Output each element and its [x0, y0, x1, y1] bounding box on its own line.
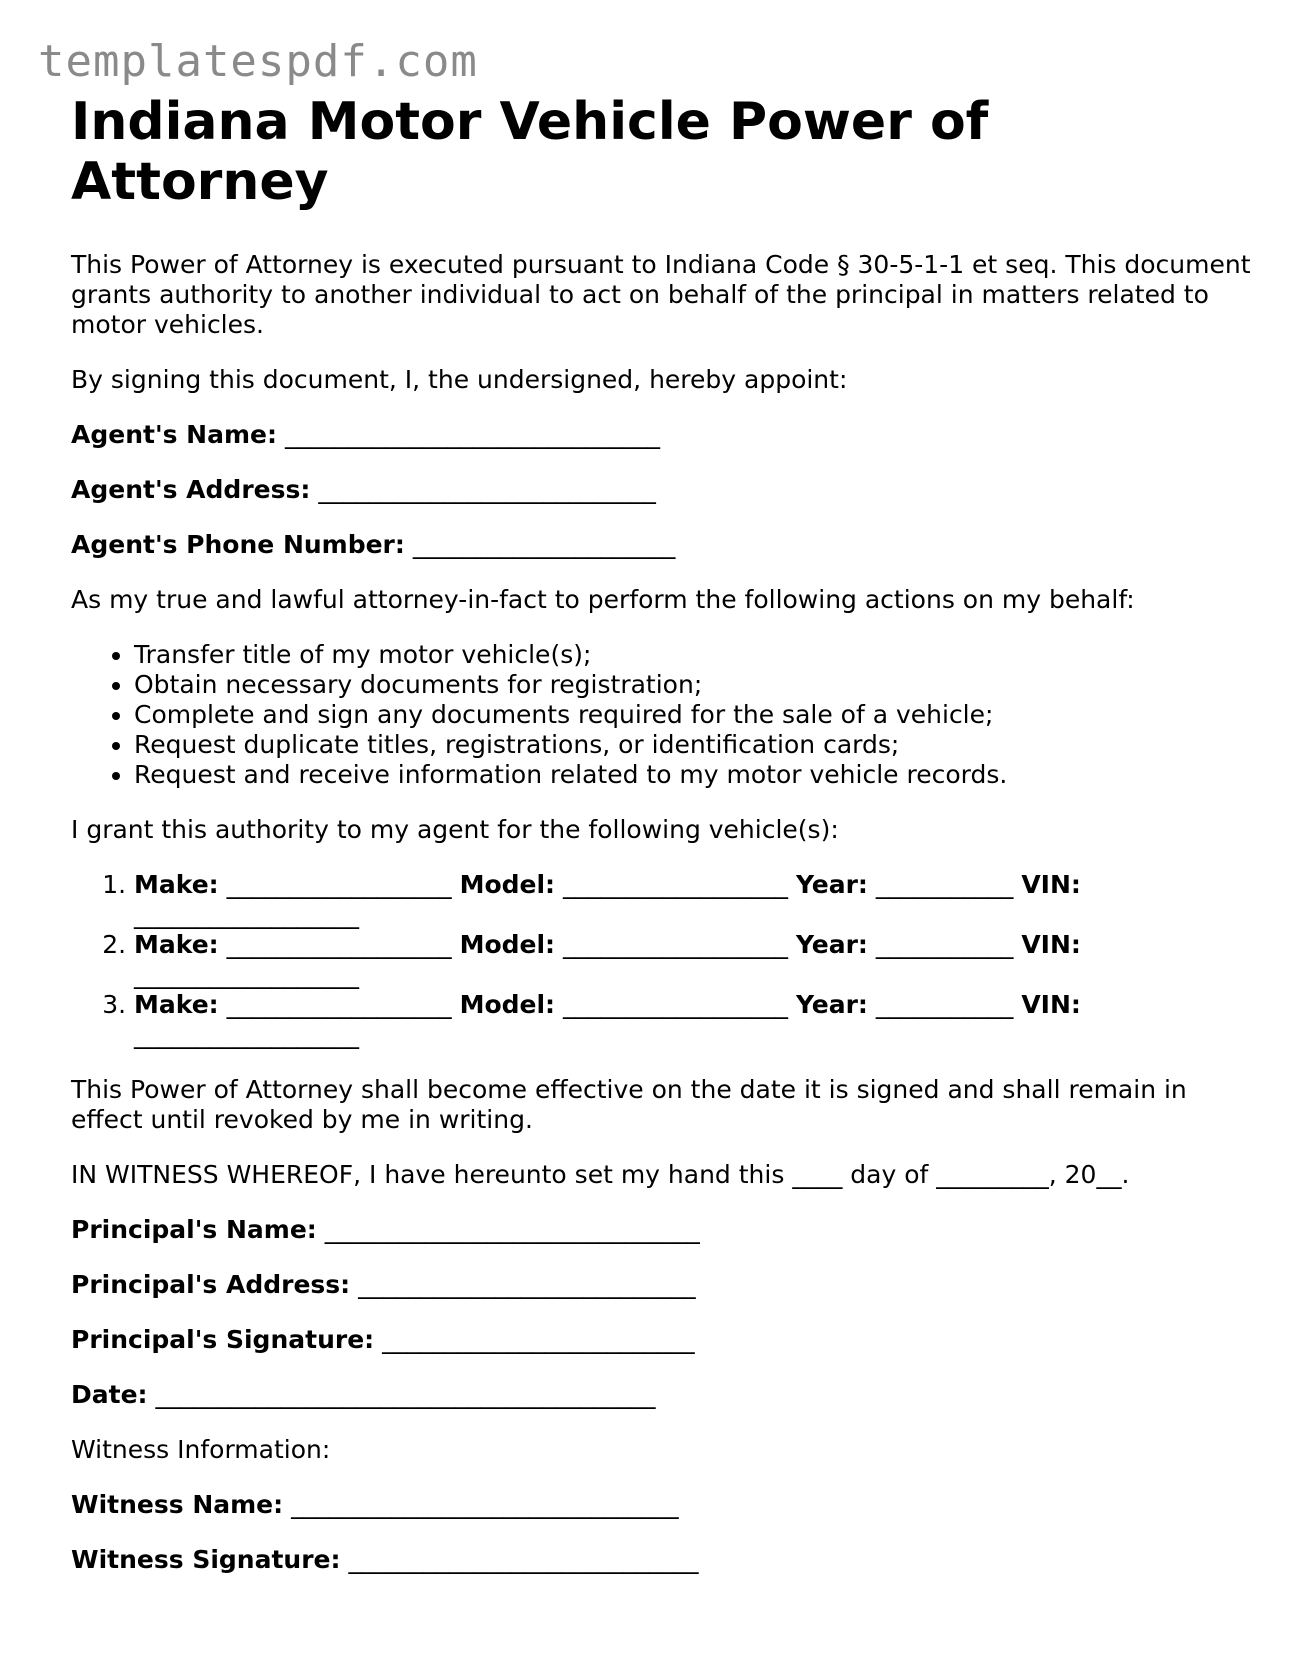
principal-address-label: Principal's Address:: [71, 1270, 351, 1299]
list-item: • Obtain necessary documents for registration;: [134, 670, 1251, 700]
year-label: Year:: [795, 870, 868, 899]
witness-info-heading: Witness Information:: [71, 1435, 331, 1464]
model-blank[interactable]: __________________: [563, 930, 788, 959]
witness-name-label: Witness Name:: [71, 1490, 284, 1519]
list-item: • Request and receive information related to my motor vehicle records.: [134, 760, 1251, 790]
principal-signature-blank[interactable]: _________________________: [382, 1325, 695, 1354]
make-label: Make:: [134, 870, 219, 899]
list-item: • Transfer title of my motor vehicle(s);: [134, 640, 1251, 670]
make-blank[interactable]: __________________: [226, 990, 452, 1019]
effective-paragraph: This Power of Attorney shall become effective on the date it is signed and shall remain in effect until revoked by me in writing.: [71, 1075, 1187, 1134]
principal-signature-label: Principal's Signature:: [71, 1325, 375, 1354]
watermark: templatespdf.com: [38, 36, 478, 87]
witness-name-field: [71, 1490, 1251, 1520]
list-item: • Request duplicate titles, registrations, or identification cards;: [134, 730, 1251, 760]
agent-name-label: Agent's Name:: [71, 420, 277, 449]
actions-list: [71, 640, 1251, 790]
vin-label: VIN:: [1021, 870, 1081, 899]
agent-phone-label: Agent's Phone Number:: [71, 530, 405, 559]
year-blank[interactable]: ___________: [875, 870, 1014, 899]
date-label: Date:: [71, 1380, 148, 1409]
make-label: Make:: [134, 930, 219, 959]
agent-phone-blank[interactable]: _____________________: [412, 530, 676, 559]
vehicles-intro: I grant this authority to my agent for the following vehicle(s):: [71, 815, 839, 844]
agent-address-blank[interactable]: ___________________________: [318, 475, 656, 504]
list-item: • Complete and sign any documents required for the sale of a vehicle;: [134, 700, 1251, 730]
vehicle-row: [134, 990, 1251, 1050]
witness-signature-label: Witness Signature:: [71, 1545, 341, 1574]
document-body: [71, 92, 1251, 1600]
agent-phone-field: [71, 530, 1251, 560]
witness-name-blank[interactable]: _______________________________: [291, 1490, 679, 1519]
intro-paragraph: This Power of Attorney is executed pursuant to Indiana Code § 30-5-1-1 et seq. This document grants authority to another individual to act on behalf of the principal in matters related to motor vehicles.: [71, 250, 1251, 339]
vehicle-row: [134, 870, 1251, 930]
agent-address-field: [71, 475, 1251, 505]
witness-whereof-paragraph: IN WITNESS WHEREOF, I have hereunto set my hand this ____ day of _________, 20__.: [71, 1160, 1130, 1189]
principal-address-blank[interactable]: ___________________________: [358, 1270, 696, 1299]
model-label: Model:: [459, 990, 556, 1019]
document-title: Indiana Motor Vehicle Power of Attorney: [71, 92, 989, 212]
agent-address-label: Agent's Address:: [71, 475, 311, 504]
vehicle-row: [134, 930, 1251, 990]
appoint-paragraph: By signing this document, I, the undersigned, hereby appoint:: [71, 365, 848, 394]
principal-name-label: Principal's Name:: [71, 1215, 317, 1244]
date-field: [71, 1380, 1251, 1410]
year-blank[interactable]: ___________: [875, 930, 1014, 959]
principal-signature-field: [71, 1325, 1251, 1355]
vin-blank[interactable]: __________________: [134, 1020, 359, 1049]
year-label: Year:: [795, 990, 868, 1019]
make-blank[interactable]: __________________: [226, 930, 452, 959]
witness-signature-blank[interactable]: ____________________________: [348, 1545, 699, 1574]
model-blank[interactable]: __________________: [563, 990, 788, 1019]
year-blank[interactable]: ___________: [875, 990, 1014, 1019]
agent-name-field: [71, 420, 1251, 450]
make-blank[interactable]: __________________: [226, 870, 452, 899]
principal-address-field: [71, 1270, 1251, 1300]
year-label: Year:: [795, 930, 868, 959]
principal-name-field: [71, 1215, 1251, 1245]
make-label: Make:: [134, 990, 219, 1019]
vin-blank[interactable]: __________________: [134, 900, 359, 929]
date-blank[interactable]: ________________________________________: [155, 1380, 656, 1409]
vin-label: VIN:: [1021, 930, 1081, 959]
actions-intro: As my true and lawful attorney-in-fact to perform the following actions on my behalf:: [71, 585, 1135, 614]
witness-signature-field: [71, 1545, 1251, 1575]
vehicles-list: [71, 870, 1251, 1050]
agent-name-blank[interactable]: ______________________________: [284, 420, 660, 449]
model-label: Model:: [459, 930, 556, 959]
model-label: Model:: [459, 870, 556, 899]
model-blank[interactable]: __________________: [563, 870, 788, 899]
vin-blank[interactable]: __________________: [134, 960, 359, 989]
principal-name-blank[interactable]: ______________________________: [324, 1215, 700, 1244]
vin-label: VIN:: [1021, 990, 1081, 1019]
